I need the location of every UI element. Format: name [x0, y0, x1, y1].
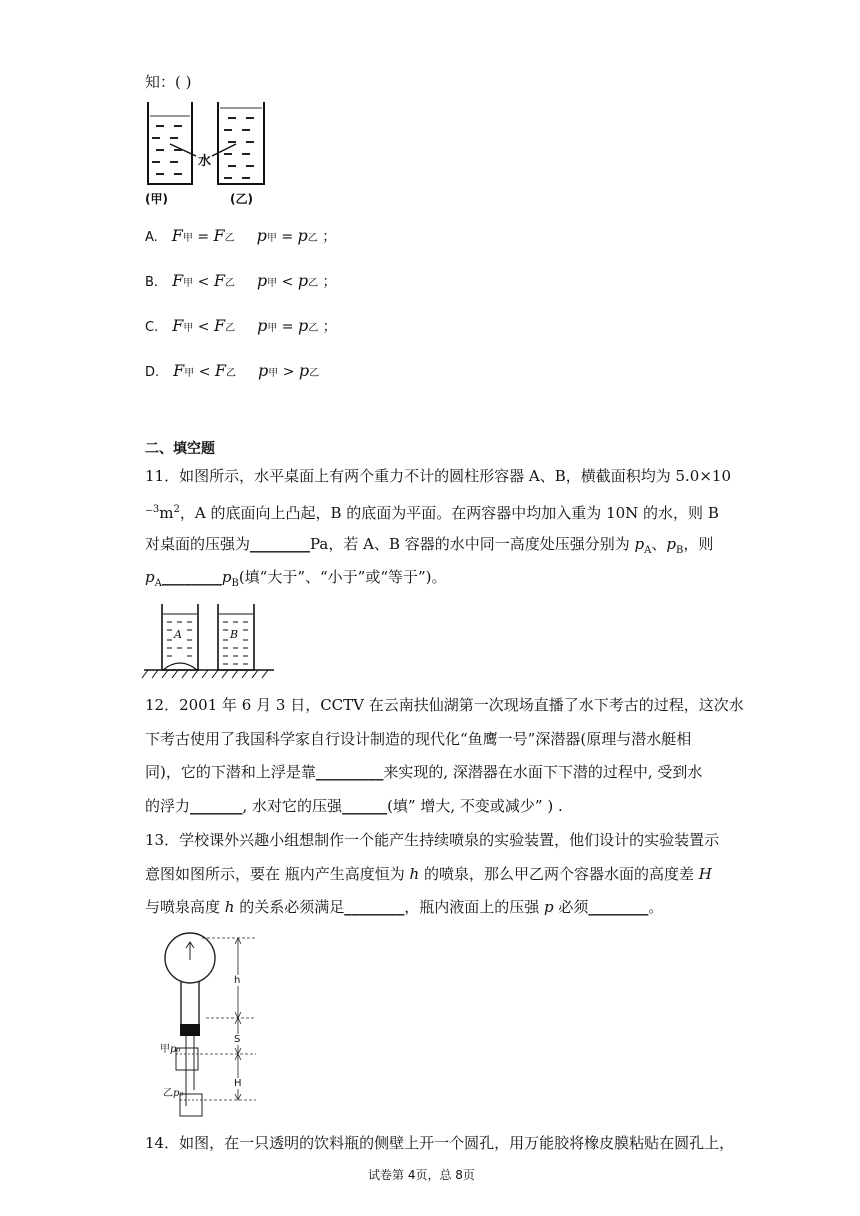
section-title: 二、填空题 — [145, 441, 215, 457]
q13-figure-label-H: H — [234, 1078, 242, 1089]
answer-blank: _________ — [315, 763, 384, 781]
q10-option-a: A. F甲 = F乙 p甲 = p乙 ； — [145, 226, 337, 245]
q10-option-b: B. F甲 < F乙 p甲 < p乙 ； — [145, 271, 337, 290]
q10-option-c: C. F甲 < F乙 p甲 = p乙 ； — [145, 316, 337, 335]
q11-line-4: $p_A\_\_\_\_\_\_\_\_p_B$(填“大于”、“小于”或“等于”)。 — [145, 568, 447, 589]
q11-line-3: 对桌面的压强为________Pa，若 A、B 容器的水中同一高度处压强分别为 $p_A$、$p_B$，则 — [145, 535, 714, 556]
q13-figure-label-yi: 乙p₀ — [163, 1088, 184, 1099]
answer-blank: ________ — [344, 898, 405, 916]
q11-line-2: $^-^3m^2$，A 的底面向上凸起，B 的底面为平面。在两容器中均加入重为 10N 的水，则 B — [145, 504, 719, 522]
q11-figure-label-b: B — [230, 628, 239, 641]
answer-blank: _______ — [190, 797, 243, 815]
q12-line-2: 下考古使用了我国科学家自行设计制造的现代化“鱼鹰一号”深潜器(原理与潜水艇相 — [145, 730, 692, 748]
q13-line-2: 意图如图所示，要在 瓶内产生高度恒为 h 的喷泉，那么甲乙两个容器水面的高度差 H — [145, 865, 712, 883]
q14-line-1: 14．如图，在一只透明的饮料瓶的侧壁上开一个圆孔，用万能胶将橡皮膜粘贴在圆孔上， — [145, 1134, 735, 1152]
q12-line-4: 的浮力_______, 水对它的压强______(填” 增大, 不变或减少” ) . — [145, 797, 563, 815]
page-footer: 试卷第 4页，总 8页 — [368, 1168, 475, 1182]
answer-blank: ______ — [342, 797, 388, 815]
q13-line-1: 13．学校课外兴趣小组想制作一个能产生持续喷泉的实验装置，他们设计的实验装置示 — [145, 831, 720, 849]
q13-line-3: 与喷泉高度 h 的关系必须满足________，瓶内液面上的压强 p 必须________。 — [145, 898, 664, 916]
q13-figure-label-h: h — [234, 975, 241, 986]
q10-option-d: D. F甲 < F乙 p甲 > p乙 — [145, 361, 320, 380]
q11-figure-label-a: A — [174, 628, 182, 641]
answer-blank: ________ — [250, 535, 311, 553]
q12-line-1: 12．2001 年 6 月 3 日，CCTV 在云南扶仙湖第一次现场直播了水下考古的过程，这次水 — [145, 696, 744, 714]
answer-blank: ________ — [588, 898, 649, 916]
q12-line-3: 同)，它的下潜和上浮是靠_________来实现的, 深潜器在水面下下潜的过程中, 受到水 — [145, 763, 703, 781]
q10-water-label: 水 — [198, 154, 212, 169]
q10-yi-label: (乙) — [230, 192, 253, 206]
question-stem-fragment: 知：( ) — [145, 73, 192, 91]
q11-line-1: 11．如图所示，水平桌面上有两个重力不计的圆柱形容器 A、B，横截面积均为 5.0×10 — [145, 467, 731, 485]
q13-figure-label-s: S — [234, 1034, 241, 1045]
q13-figure-label-jia: 甲p₀ — [160, 1044, 181, 1055]
q10-jia-label: (甲) — [145, 192, 168, 206]
answer-blank: ________ — [161, 568, 222, 586]
q11-containers-figure — [140, 600, 280, 680]
